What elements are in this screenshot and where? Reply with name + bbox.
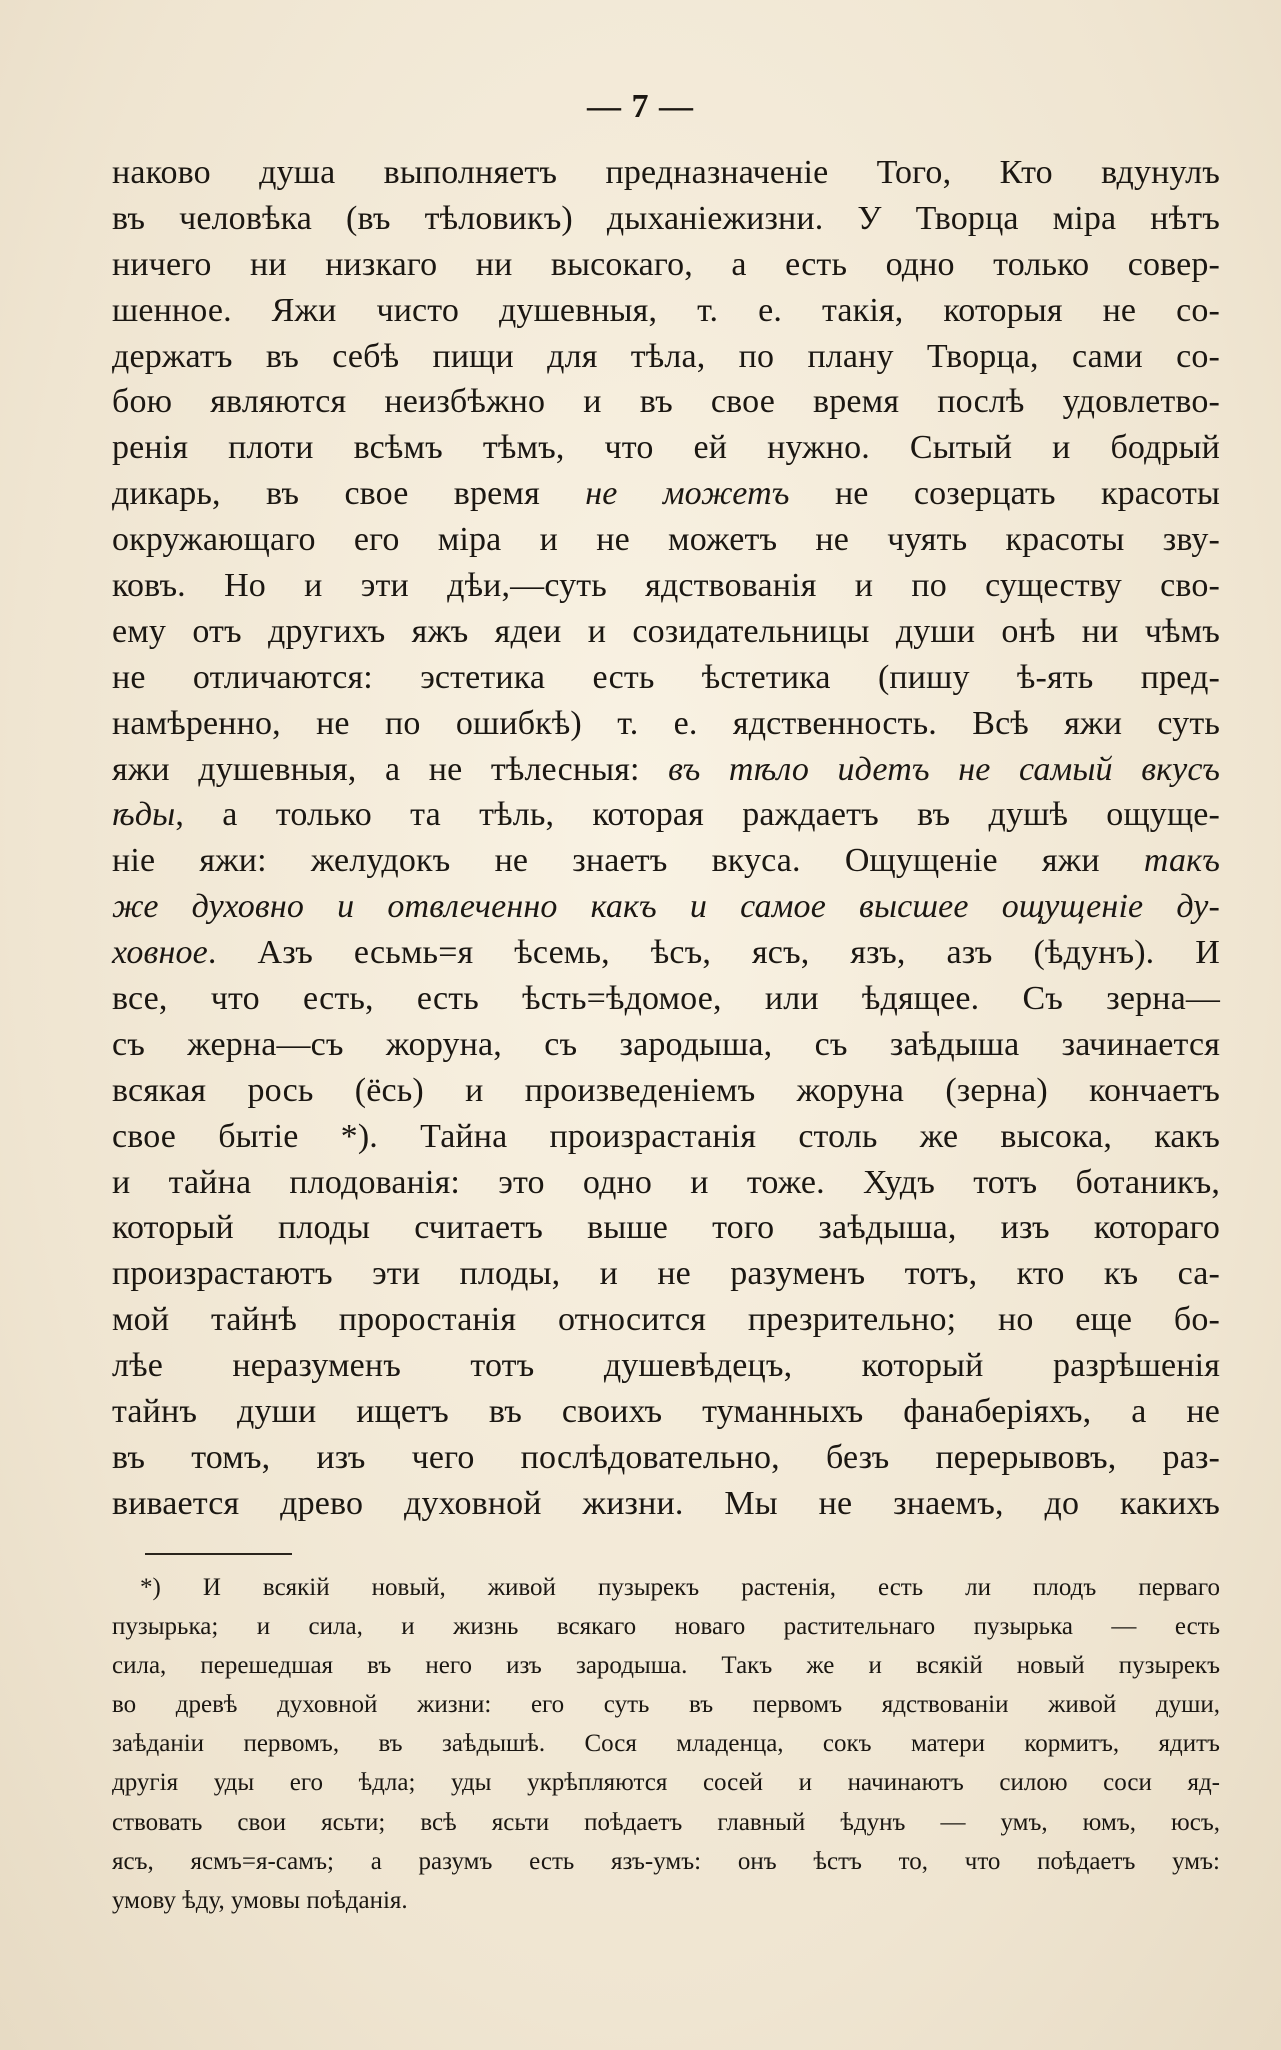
- text-line: который плоды считаетъ выше того заѣдыша, изъ котораго: [112, 1209, 1220, 1247]
- text-line: въ человѣка (въ тѣловикъ) дыханіежизни. У Творца міра нѣтъ: [112, 199, 1220, 237]
- text-line: всякая рось (ёсь) и произведеніемъ жоруна (зерна) кончаетъ: [112, 1071, 1220, 1109]
- italic-run: же духовно и отвлеченно какъ и самое высшее ощущеніе ду-: [112, 888, 1220, 926]
- text-line: намѣренно, не по ошибкѣ) т. е. ядственность. Всѣ яжи суть: [112, 704, 1220, 742]
- text-line: свое бытіе *). Тайна произрастанія столь же высока, какъ: [112, 1117, 1220, 1155]
- italic-run: такъ: [1143, 842, 1220, 880]
- text-line: ему отъ другихъ яжъ ядеи и созидательницы души онѣ ни чѣмъ: [112, 612, 1220, 650]
- footnote-line: *) И всякій новый, живой пузырекъ растенія, есть ли плодъ перваго: [140, 1574, 1220, 1601]
- footnote-divider: [145, 1553, 292, 1555]
- text-line: держатъ въ себѣ пищи для тѣла, по плану Творца, сами со-: [112, 337, 1220, 375]
- text-line: бою являются неизбѣжно и въ свое время послѣ удовлетво-: [112, 383, 1220, 421]
- text-line: ничего ни низкаго ни высокаго, а есть одно только совер-: [112, 245, 1220, 283]
- footnote-line: умову ѣду, умовы поѣданія.: [112, 1886, 408, 1914]
- footnote-line: другія уды его ѣдла; уды укрѣпляются сосей и начинаютъ силою соси яд-: [112, 1769, 1220, 1797]
- text-line: ковъ. Но и эти дѣи,—суть ядствованія и по существу сво-: [112, 567, 1220, 605]
- footnote-line: пузырька; и сила, и жизнь всякаго новаго растительнаго пузырька — есть: [112, 1613, 1220, 1641]
- page-number: — 7 —: [587, 88, 694, 125]
- text-line: мой тайнѣ проростанія относится презрительно; но еще бо-: [112, 1301, 1220, 1339]
- footnote-line: ясъ, ясмъ=я-самъ; а разумъ есть язъ-умъ: онъ ѣстъ то, что поѣдаетъ умъ:: [112, 1847, 1220, 1875]
- italic-run: ховное: [112, 934, 208, 972]
- text-run: ніе яжи: желудокъ не знаетъ вкуса. Ощущеніе яжи: [112, 842, 1144, 880]
- text-run: не созерцать красоты: [789, 475, 1220, 513]
- text-run: яжи душевныя, а не тѣлесныя:: [112, 750, 669, 788]
- footnote-line: заѣданіи первомъ, въ заѣдышѣ. Сося младенца, сокъ матери кормитъ, ядитъ: [112, 1730, 1220, 1758]
- text-line: и тайна плодованія: это одно и тоже. Худъ тотъ ботаникъ,: [112, 1163, 1220, 1201]
- text-line: ренія плоти всѣмъ тѣмъ, что ей нужно. Сытый и бодрый: [112, 429, 1220, 467]
- text-line: окружающаго его міра и не можетъ не чуять красоты зву-: [112, 521, 1220, 559]
- text-run: дикарь, въ свое время: [112, 475, 586, 513]
- text-line: съ жерна—съ жоруна, съ зародыша, съ заѣдыша зачинается: [112, 1025, 1220, 1063]
- text-line: [112, 930, 1220, 976]
- text-line: произрастаютъ эти плоды, и не разуменъ тотъ, кто къ са-: [112, 1255, 1220, 1293]
- text-line: все, что есть, есть ѣсть=ѣдомое, или ѣдящее. Съ зерна—: [112, 980, 1220, 1018]
- italic-run: ѣды: [112, 796, 176, 834]
- text-line: [112, 884, 1220, 930]
- text-line: наково душа выполняетъ предназначеніе Того, Кто вдунулъ: [112, 154, 1220, 191]
- footnote-line: сила, перешедшая въ него изъ зародыша. Такъ же и всякій новый пузырекъ: [112, 1652, 1220, 1680]
- italic-run: въ тѣло идетъ не самый вкусъ: [668, 750, 1221, 788]
- text-line: [112, 792, 1220, 838]
- footnote-line: ствовать свои ясьти; всѣ ясьти поѣдаетъ главный ѣдунъ — умъ, юмъ, юсъ,: [112, 1808, 1220, 1836]
- italic-run: не можетъ: [585, 475, 790, 513]
- text-line: лѣе неразуменъ тотъ душевѣдецъ, который разрѣшенія: [112, 1347, 1220, 1385]
- text-run: , а только та тѣль, которая раждаетъ въ душѣ ощуще-: [175, 796, 1220, 834]
- text-line: не отличаются: эстетика есть ѣстетика (пишу ѣ-ять пред-: [112, 658, 1220, 696]
- text-line: вивается древо духовной жизни. Мы не знаемъ, до какихъ: [112, 1484, 1220, 1522]
- text-line: [112, 747, 1220, 793]
- text-run: . Азъ есьмь=я ѣсемь, ѣсъ, ясъ, язъ, азъ (ѣдунъ). И: [207, 934, 1220, 972]
- text-line: [112, 838, 1220, 884]
- text-line: [112, 471, 1220, 517]
- text-line: шенное. Яжи чисто душевныя, т. е. такія, которыя не со-: [112, 291, 1220, 329]
- footnote: [112, 1568, 1220, 1920]
- text-line: тайнъ души ищетъ въ своихъ туманныхъ фанаберіяхъ, а не: [112, 1393, 1220, 1431]
- main-text: [112, 150, 1220, 1527]
- footnote-line: во древѣ духовной жизни: его суть въ первомъ ядствованіи живой души,: [112, 1691, 1220, 1719]
- text-line: въ томъ, изъ чего послѣдовательно, безъ перерывовъ, раз-: [112, 1438, 1220, 1476]
